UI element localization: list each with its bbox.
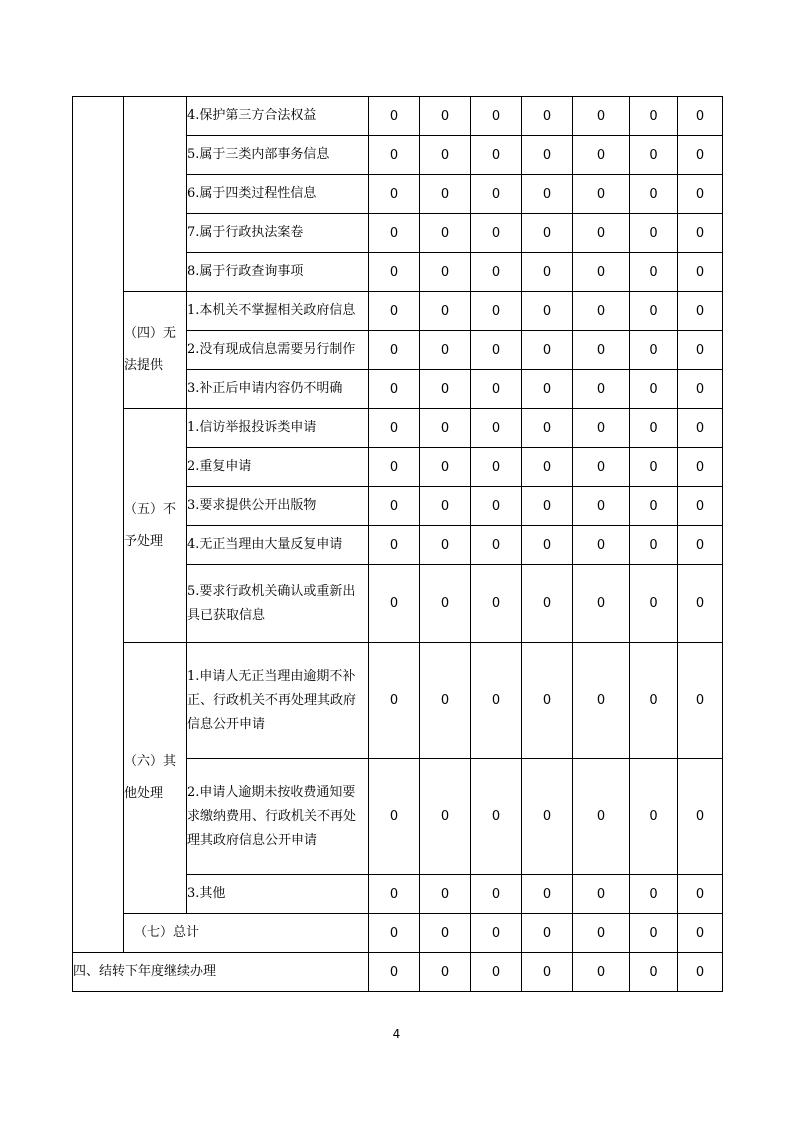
- row-label: 6.属于四类过程性信息: [187, 175, 369, 214]
- row-label: 4.保护第三方合法权益: [187, 97, 369, 136]
- count-cell: 0: [630, 914, 678, 953]
- count-cell: 0: [471, 370, 522, 409]
- count-cell: 0: [369, 487, 420, 526]
- count-cell: 0: [573, 97, 630, 136]
- count-cell: 0: [420, 487, 471, 526]
- count-cell: 0: [630, 875, 678, 914]
- group-column: [124, 97, 187, 292]
- table-row: [73, 97, 723, 136]
- count-cell: 0: [630, 759, 678, 875]
- count-cell: 0: [471, 448, 522, 487]
- count-cell: 0: [678, 953, 723, 992]
- count-cell: 0: [678, 292, 723, 331]
- count-cell: 0: [369, 565, 420, 643]
- count-cell: 0: [369, 759, 420, 875]
- section-column: [73, 97, 124, 953]
- table-body: [73, 97, 723, 992]
- table-row: [73, 914, 723, 953]
- count-cell: 0: [630, 526, 678, 565]
- count-cell: 0: [522, 331, 573, 370]
- count-cell: 0: [678, 643, 723, 759]
- count-cell: 0: [369, 331, 420, 370]
- row-label: 5.属于三类内部事务信息: [187, 136, 369, 175]
- count-cell: 0: [630, 370, 678, 409]
- count-cell: 0: [369, 643, 420, 759]
- count-cell: 0: [573, 292, 630, 331]
- count-cell: 0: [678, 175, 723, 214]
- count-cell: 0: [573, 175, 630, 214]
- count-cell: 0: [573, 914, 630, 953]
- count-cell: 0: [420, 370, 471, 409]
- count-cell: 0: [471, 526, 522, 565]
- count-cell: 0: [678, 526, 723, 565]
- group-label: （六）其他处理: [124, 643, 187, 914]
- row-label: 7.属于行政执法案卷: [187, 214, 369, 253]
- table-row: [73, 643, 723, 759]
- row-label: 1.信访举报投诉类申请: [187, 409, 369, 448]
- count-cell: 0: [471, 565, 522, 643]
- group-label: （五）不予处理: [124, 409, 187, 643]
- count-cell: 0: [573, 953, 630, 992]
- count-cell: 0: [369, 292, 420, 331]
- count-cell: 0: [420, 253, 471, 292]
- count-cell: 0: [573, 448, 630, 487]
- count-cell: 0: [630, 136, 678, 175]
- count-cell: 0: [522, 97, 573, 136]
- count-cell: 0: [420, 914, 471, 953]
- count-cell: 0: [471, 97, 522, 136]
- count-cell: 0: [630, 487, 678, 526]
- count-cell: 0: [420, 565, 471, 643]
- count-cell: 0: [369, 370, 420, 409]
- count-cell: 0: [573, 643, 630, 759]
- count-cell: 0: [471, 331, 522, 370]
- total-label: （七）总计: [124, 914, 369, 953]
- count-cell: 0: [369, 136, 420, 175]
- count-cell: 0: [630, 97, 678, 136]
- count-cell: 0: [522, 448, 573, 487]
- count-cell: 0: [630, 565, 678, 643]
- group-label: （四）无法提供: [124, 292, 187, 409]
- count-cell: 0: [471, 875, 522, 914]
- count-cell: 0: [471, 175, 522, 214]
- count-cell: 0: [573, 487, 630, 526]
- count-cell: 0: [420, 526, 471, 565]
- count-cell: 0: [420, 759, 471, 875]
- row-label: 2.没有现成信息需要另行制作: [187, 331, 369, 370]
- count-cell: 0: [369, 448, 420, 487]
- count-cell: 0: [471, 487, 522, 526]
- count-cell: 0: [522, 875, 573, 914]
- count-cell: 0: [471, 914, 522, 953]
- count-cell: 0: [630, 253, 678, 292]
- count-cell: 0: [522, 914, 573, 953]
- count-cell: 0: [678, 565, 723, 643]
- count-cell: 0: [471, 214, 522, 253]
- count-cell: 0: [678, 370, 723, 409]
- count-cell: 0: [420, 97, 471, 136]
- row-label: 3.要求提供公开出版物: [187, 487, 369, 526]
- count-cell: 0: [522, 136, 573, 175]
- count-cell: 0: [471, 292, 522, 331]
- count-cell: 0: [573, 875, 630, 914]
- count-cell: 0: [522, 292, 573, 331]
- count-cell: 0: [678, 253, 723, 292]
- carry-over-label: 四、结转下年度继续办理: [73, 953, 369, 992]
- count-cell: 0: [420, 292, 471, 331]
- count-cell: 0: [573, 370, 630, 409]
- count-cell: 0: [678, 214, 723, 253]
- count-cell: 0: [522, 953, 573, 992]
- count-cell: 0: [369, 526, 420, 565]
- count-cell: 0: [630, 409, 678, 448]
- row-label: 4.无正当理由大量反复申请: [187, 526, 369, 565]
- count-cell: 0: [420, 331, 471, 370]
- count-cell: 0: [522, 643, 573, 759]
- count-cell: 0: [471, 409, 522, 448]
- row-label: 3.补正后申请内容仍不明确: [187, 370, 369, 409]
- table-row: [73, 953, 723, 992]
- count-cell: 0: [573, 214, 630, 253]
- count-cell: 0: [630, 448, 678, 487]
- count-cell: 0: [471, 953, 522, 992]
- count-cell: 0: [420, 953, 471, 992]
- count-cell: 0: [522, 409, 573, 448]
- count-cell: 0: [630, 175, 678, 214]
- count-cell: 0: [630, 292, 678, 331]
- count-cell: 0: [522, 175, 573, 214]
- count-cell: 0: [369, 875, 420, 914]
- count-cell: 0: [369, 253, 420, 292]
- count-cell: 0: [678, 448, 723, 487]
- count-cell: 0: [522, 487, 573, 526]
- row-label: 1.本机关不掌握相关政府信息: [187, 292, 369, 331]
- count-cell: 0: [420, 214, 471, 253]
- count-cell: 0: [471, 136, 522, 175]
- count-cell: 0: [369, 914, 420, 953]
- count-cell: 0: [420, 175, 471, 214]
- count-cell: 0: [420, 448, 471, 487]
- count-cell: 0: [522, 759, 573, 875]
- count-cell: 0: [573, 759, 630, 875]
- count-cell: 0: [420, 409, 471, 448]
- count-cell: 0: [369, 409, 420, 448]
- count-cell: 0: [573, 253, 630, 292]
- count-cell: 0: [678, 97, 723, 136]
- row-label: 1.申请人无正当理由逾期不补正、行政机关不再处理其政府信息公开申请: [187, 643, 369, 759]
- count-cell: 0: [630, 953, 678, 992]
- count-cell: 0: [420, 643, 471, 759]
- count-cell: 0: [522, 526, 573, 565]
- count-cell: 0: [630, 643, 678, 759]
- count-cell: 0: [573, 526, 630, 565]
- count-cell: 0: [420, 136, 471, 175]
- count-cell: 0: [369, 97, 420, 136]
- count-cell: 0: [522, 253, 573, 292]
- count-cell: 0: [573, 409, 630, 448]
- count-cell: 0: [471, 643, 522, 759]
- count-cell: 0: [420, 875, 471, 914]
- count-cell: 0: [630, 331, 678, 370]
- count-cell: 0: [678, 759, 723, 875]
- count-cell: 0: [369, 214, 420, 253]
- count-cell: 0: [678, 914, 723, 953]
- row-label: 3.其他: [187, 875, 369, 914]
- count-cell: 0: [573, 565, 630, 643]
- row-label: 5.要求行政机关确认或重新出具已获取信息: [187, 565, 369, 643]
- statistics-table: [72, 96, 723, 992]
- count-cell: 0: [678, 136, 723, 175]
- count-cell: 0: [471, 253, 522, 292]
- count-cell: 0: [630, 214, 678, 253]
- row-label: 2.重复申请: [187, 448, 369, 487]
- row-label: 2.申请人逾期未按收费通知要求缴纳费用、行政机关不再处理其政府信息公开申请: [187, 759, 369, 875]
- count-cell: 0: [369, 175, 420, 214]
- count-cell: 0: [678, 875, 723, 914]
- count-cell: 0: [522, 370, 573, 409]
- page-number: 4: [392, 1027, 401, 1041]
- row-label: 8.属于行政查询事项: [187, 253, 369, 292]
- count-cell: 0: [678, 331, 723, 370]
- table-row: [73, 409, 723, 448]
- count-cell: 0: [678, 409, 723, 448]
- count-cell: 0: [471, 759, 522, 875]
- count-cell: 0: [678, 487, 723, 526]
- table-row: [73, 292, 723, 331]
- count-cell: 0: [369, 953, 420, 992]
- count-cell: 0: [522, 214, 573, 253]
- count-cell: 0: [522, 565, 573, 643]
- count-cell: 0: [573, 331, 630, 370]
- count-cell: 0: [573, 136, 630, 175]
